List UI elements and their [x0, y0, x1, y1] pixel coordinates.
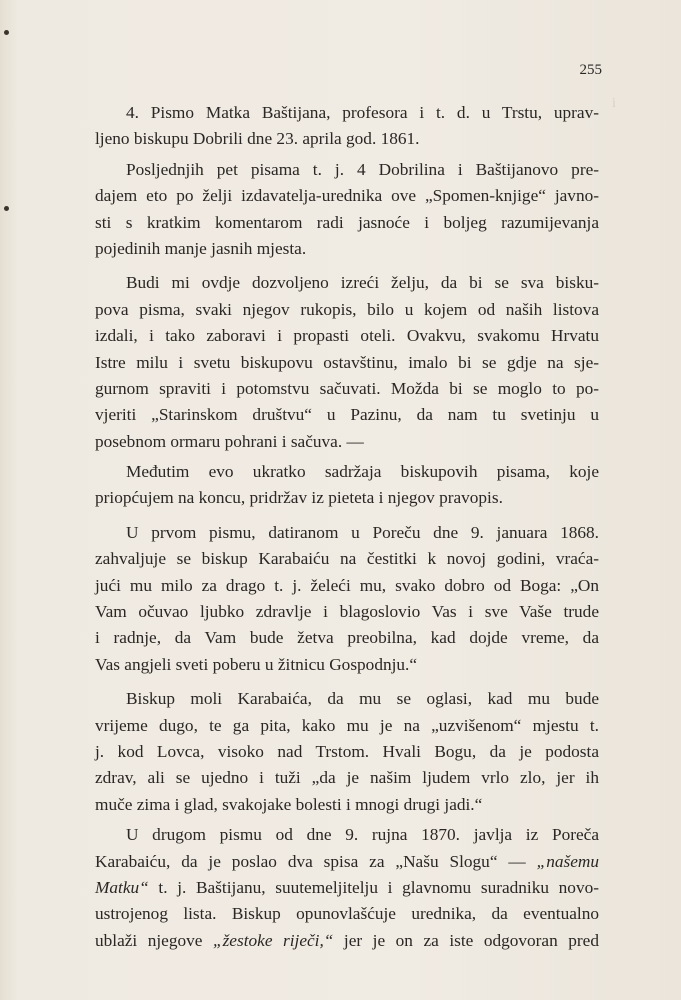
text-line: Budi mi ovdje dozvoljeno izreći želju, da bi se sva bisku-	[126, 273, 599, 293]
text-line: Vam očuvao ljubko zdravlje i blagoslovio Vas i sve Vaše trude	[95, 602, 599, 622]
text-line: pojedinih manje jasnih mjesta.	[95, 238, 307, 258]
text-line: Istre milu i svetu biskupovu ostavštinu, imalo bi se gdje na sje-	[95, 352, 599, 372]
text-line	[95, 875, 599, 901]
body-text	[95, 100, 599, 954]
text-line: Međutim evo ukratko sadržaja biskupovih pisama, koje	[126, 462, 599, 482]
text-line: zahvaljuje se biskup Karabaiću na čestitki k novoj godini, vraća-	[95, 549, 599, 569]
text-line: zdrav, ali se ujedno i tuži „da je našim ljudem vrlo zlo, jer ih	[95, 768, 599, 788]
text-line: ustrojenog lista. Biskup opunovlašćuje urednika, da eventualno	[95, 904, 599, 924]
text-line: Biskup moli Karabaića, da mu se oglasi, kad mu bude	[126, 689, 599, 709]
text-line: U drugom pismu od dne 9. rujna 1870. javlja iz Poreča	[126, 825, 599, 845]
page-number: 255	[579, 62, 602, 78]
text-line: pova pisma, svaki njegov rukopis, bilo u kojem od naših listova	[95, 299, 599, 319]
text-line: izdali, i tako zaboravi i propasti oteli. Ovakvu, svakomu Hrvatu	[95, 326, 599, 346]
text-line: vjeriti „Starinskom društvu“ u Pazinu, da nam tu svetinju u	[95, 405, 599, 425]
margin-mark	[4, 206, 9, 211]
text-line: vrijeme dugo, te ga pita, kako mu je na „uzvišenom“ mjestu t.	[95, 715, 599, 735]
text-line: priopćujem na koncu, pridržav iz pieteta i njegov pravopis.	[95, 488, 503, 508]
text-run: jer je on za iste odgovoran pred	[333, 930, 599, 950]
text-line: sti s kratkim komentarom radi jasnoće i boljeg razumijevanja	[95, 212, 599, 232]
text-line: 4. Pismo Matka Baštijana, profesora i t. d. u Trstu, uprav-	[126, 103, 599, 122]
bleed-through-text: i	[612, 96, 616, 111]
italic-text-run: „našemu	[536, 851, 599, 871]
text-line	[95, 849, 599, 875]
text-line: Vas angjeli sveti poberu u žitnicu Gospodnju.“	[95, 654, 418, 674]
text-line: i radnje, da Vam bude žetva preobilna, kad dojde vreme, da	[95, 628, 599, 648]
text-run: Karabaiću, da je poslao dva spisa za „Našu Slogu“ —	[95, 851, 537, 871]
text-line	[95, 928, 599, 954]
margin-mark	[4, 30, 9, 35]
text-line: muče zima i glad, svakojake bolesti i mnogi drugi jadi.“	[95, 794, 483, 814]
italic-text-run: „žestoke riječi,“	[212, 930, 334, 950]
text-run: t. j. Baštijanu, suutemeljitelju i glavnomu suradniku novo-	[148, 877, 599, 897]
text-line: j. kod Lovca, visoko nad Trstom. Hvali Bogu, da je podosta	[95, 741, 599, 761]
text-line: gurnom spraviti i potomstvu sačuvati. Možda bi se moglo to po-	[95, 378, 599, 398]
text-line: dajem eto po želji izdavatelja-urednika ove „Spomen-knjige“ javno-	[95, 186, 599, 206]
text-run: ublaži njegove	[95, 930, 213, 950]
text-line: ljeno biskupu Dobrili dne 23. aprila god. 1861.	[95, 129, 420, 149]
text-line: posebnom ormaru pohrani i sačuva. —	[95, 431, 364, 451]
text-line: U prvom pismu, datiranom u Poreču dne 9. januara 1868.	[126, 522, 599, 542]
text-line: jući mu milo za drago t. j. želeći mu, svako dobro od Boga: „On	[95, 575, 599, 595]
italic-text-run: Matku“	[95, 877, 149, 897]
text-line: Posljednjih pet pisama t. j. 4 Dobrilina i Baštijanovo pre-	[126, 159, 599, 179]
